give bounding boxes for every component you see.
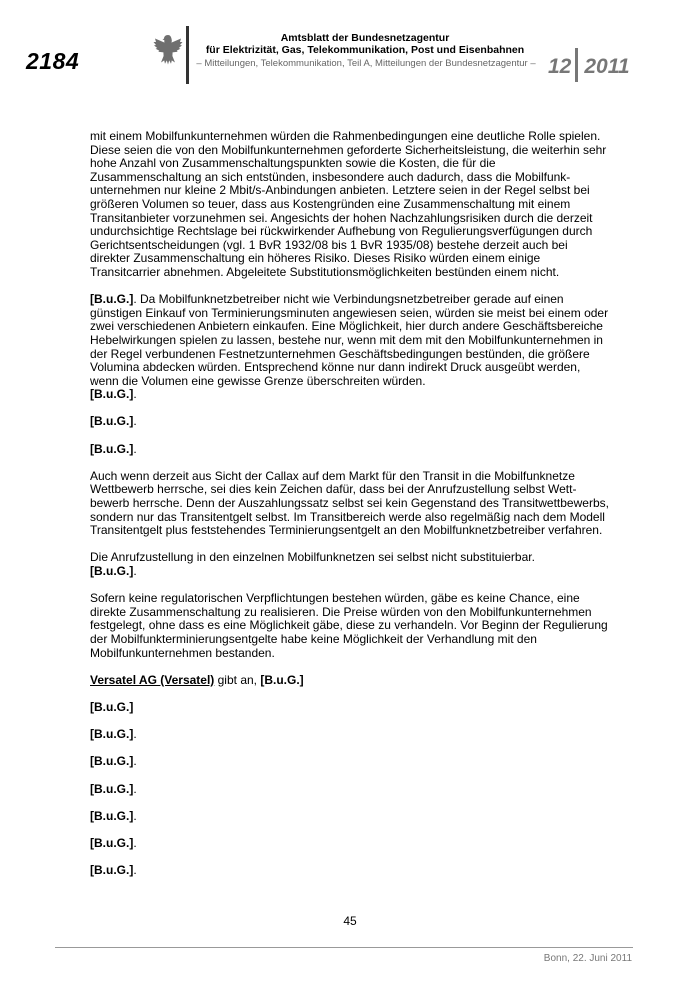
redaction-tag: [B.u.G.] [90,863,134,878]
punctuation: . [133,564,137,578]
paragraph [90,864,610,878]
paragraph [90,783,610,797]
footer-divider [55,947,633,948]
punctuation: . [133,754,137,769]
journal-title-line-2: für Elektrizität, Gas, Telekommunikation, Post und Eisenbahnen [205,44,525,56]
paragraph [90,551,610,578]
issue-divider [575,48,578,82]
journal-title [200,32,530,56]
header-divider [186,26,189,84]
paragraph [90,443,610,457]
redaction-tag: [B.u.G.] [90,835,134,850]
issue-label [548,48,630,82]
punctuation: . [133,387,137,402]
journal-subtitle: – Mitteilungen, Telekommunikation, Teil A, Mitteilungen der Bundesnetzagentur – [196,58,536,69]
punctuation: . [133,835,137,850]
article-body [90,130,610,891]
paragraph [90,293,610,402]
paragraph-text: gibt an, [214,672,261,687]
punctuation: . [133,414,137,429]
punctuation: . [133,808,137,823]
redaction-tag: [B.u.G.] [90,292,134,307]
redaction-tag: [B.u.G.] [90,699,134,714]
paragraph [90,674,610,688]
redaction-tag: [B.u.G.] [90,727,134,742]
paragraph [90,810,610,824]
paragraph [90,415,610,429]
redaction-tag: [B.u.G.] [90,781,134,796]
punctuation: . [133,441,137,456]
redaction-tag: [B.u.G.] [90,387,134,402]
redaction-tag: [B.u.G.] [260,672,304,687]
redaction-tag: [B.u.G.] [90,808,134,823]
paragraph: Sofern keine regulatorischen Verpflichtungen bestehen würden, gäbe es keine Chance, eine direkte Zusammenschaltung zu realisieren. Die Preise würden von den Mobilfunkunternehmen festgelegt, ohne dass es eine Möglichkeit gäbe, diese zu verhandeln. Vor Beginn der Regulierung der Mobilfunkterminierungsentgelte habe keine Möglichkeit der Verhandlung mit den Mobilfunkunternehmen bestanden. [90,591,608,660]
paragraph [90,701,610,715]
punctuation: . [133,781,137,796]
paragraph-text: Die Anrufzustellung in den einzelnen Mobilfunknetzen sei selbst nicht substituierbar. [90,550,535,565]
paragraph [90,755,610,769]
folio-number: 45 [343,914,357,928]
paragraph [90,728,610,742]
redaction-tag: [B.u.G.] [90,564,134,578]
issue-number: 12 [548,55,572,78]
redaction-tag: [B.u.G.] [90,414,134,429]
paragraph-text: . Da Mobilfunknetzbetreiber nicht wie Verbindungsnetzbetreiber gerade auf einen günstigen Einkauf von Terminierungsminuten angewiesen seien, würden sie meist bei einem oder zwei verschiedenen Anbietern einkaufen. Eine Möglichkeit, hier durch andere Geschäftsbereiche Hebelwirkungen spielen zu lassen, bestehe nur, wenn mit dem mit den Mobilfunkunternehmen in der Regel verbundenen Festnetzunternehmen Geschäftsbedingungen bestünden, die größere Volumina abdecken würden. Entsprechend könne nur dann indirekt Druck ausgeübt werden, wenn die Volumen eine gewisse Grenze überschreiten würden. [90,292,609,388]
punctuation: . [133,863,137,878]
page-number: 2184 [26,48,80,74]
footer-date: Bonn, 22. Juni 2011 [543,953,632,964]
journal-title-line-1: Amtsblatt der Bundesnetzagentur [280,32,450,44]
paragraph: Auch wenn derzeit aus Sicht der Callax auf dem Markt für den Transit in die Mobilfunknetze Wettbewerb herrsche, sei dies kein Zeichen dafür, dass bei der Anrufzustellung selbst Wettbewerb herrsche. Denn der Auszahlungssatz selbst sei kein Gegenstand des Transitwettbewerbs, sondern nur das Transitentgelt selbst. Im Transitbereich werde also regelmäßig nach dem Modell Transitentgelt plus feststehendes Terminierungsentgelt an den Mobilfunknetzbetreiber verfahren. [90,468,609,538]
company-name: Versatel AG (Versatel) [90,672,215,687]
federal-eagle-icon [152,32,184,66]
paragraph: mit einem Mobilfunkunternehmen würden die Rahmenbedingungen eine deutliche Rolle spielen. Diese seien die von den Mobilfunkunternehmen geforderte Sicherheitsleistung, die weiterhin sehr hohe Anzahl von Zusammenschaltungspunkten sowie die Kosten, die für die Zusammenschaltung an sich entstünden, insbesondere auch dadurch, dass die Mobilfunkunternehmen nur kleine 2 Mbit/s-Anbindungen anbieten. Letztere seien in der Regel selbst bei größeren Volumen so teuer, dass aus Kostengründen eine Zusammenschaltung mit einem Transitanbieter vorzunehmen sei. Angesichts der hohen Nachzahlungsrisiken durch die derzeit undurchsichtige Rechtslage bei rückwirkender Aufhebung von Regulierungsverfügungen durch Gerichtsentscheidungen (vgl. 1 BvR 1932/08 bis 1 BvR 1935/08) bestehe derzeit auch bei direkter Zusammenschaltung ein höheres Risiko. Dieses Risiko würden einem einige Transitcarrier abnehmen. Abgeleitete Substitutionsmöglichkeiten bestünden einem nicht. [90,129,607,279]
issue-year: 2011 [584,55,630,78]
redaction-tag: [B.u.G.] [90,754,134,769]
redaction-tag: [B.u.G.] [90,441,134,456]
punctuation: . [133,727,137,742]
paragraph [90,837,610,851]
